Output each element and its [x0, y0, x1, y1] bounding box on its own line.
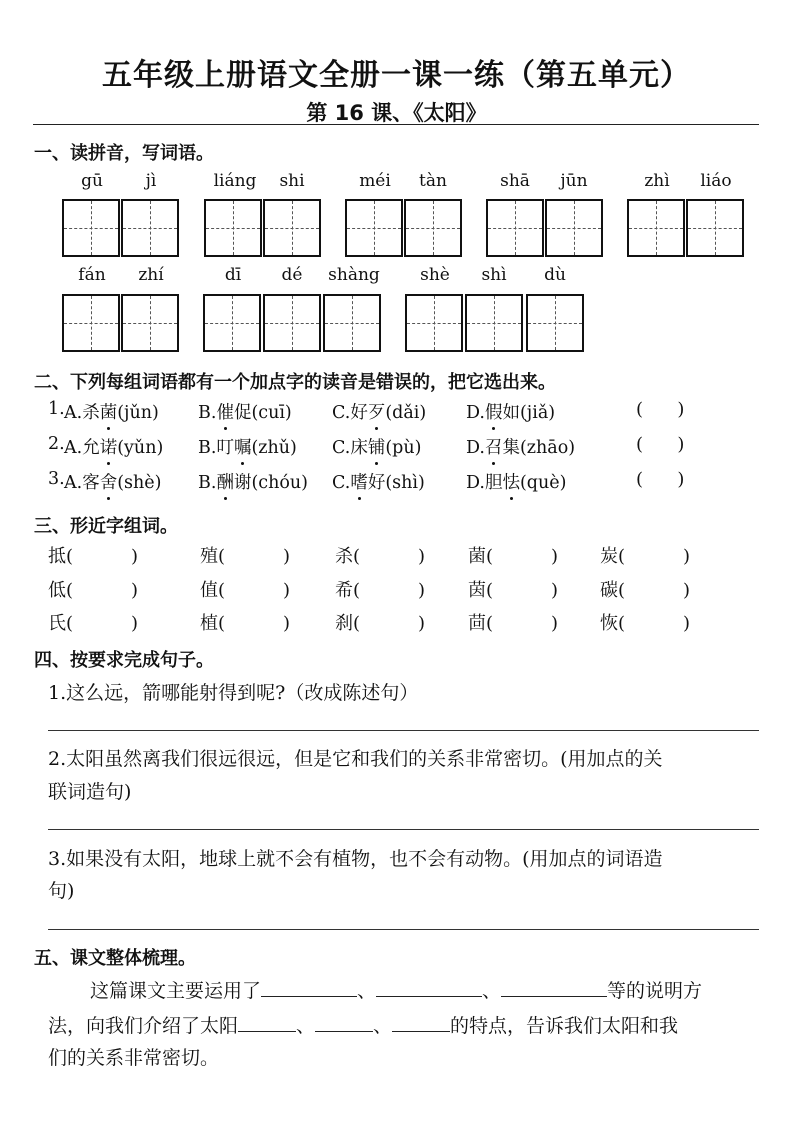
dotted-char: 舍: [100, 469, 118, 494]
option-letter: C.: [332, 473, 351, 493]
sentence-task-3-line1: 3.如果没有太阳，地球上就不会有植物，也不会有动物。(用加点的词语造: [48, 848, 663, 870]
writing-cell[interactable]: [62, 199, 120, 257]
similar-char: 抵: [48, 546, 66, 567]
paren-open: (: [218, 580, 226, 601]
section2-heading: 二、下列每组词语都有一个加点字的读音是错误的，把它选出来。: [34, 372, 556, 393]
option-pinyin: (cuī): [251, 403, 292, 423]
writing-cell[interactable]: [263, 294, 321, 352]
paren-open: (: [353, 546, 361, 567]
paren-close: ): [131, 613, 139, 634]
answer-line-3[interactable]: [48, 929, 759, 930]
writing-cell[interactable]: [465, 294, 523, 352]
option-char: 促: [233, 403, 252, 423]
similar-char: 碳: [600, 580, 618, 601]
option-letter: C.: [332, 403, 351, 423]
word-building-item[interactable]: [468, 576, 558, 602]
writing-cell[interactable]: [204, 199, 262, 257]
option-letter: A.: [64, 403, 83, 423]
similar-char: 值: [200, 580, 218, 601]
paren-close: ): [283, 580, 291, 601]
option-pinyin: (zhǔ): [251, 438, 297, 458]
answer-line-2[interactable]: [48, 829, 759, 830]
option-c[interactable]: [332, 469, 425, 494]
writing-cell[interactable]: [405, 294, 463, 352]
paren-close: ): [418, 613, 426, 634]
option-letter: A.: [64, 438, 83, 458]
option-pinyin: (jǔn): [117, 403, 159, 423]
option-char: 好: [367, 473, 386, 493]
similar-char: 希: [335, 580, 353, 601]
similar-char: 刹: [335, 613, 353, 634]
paren-open: (: [486, 580, 494, 601]
section1-heading: 一、读拼音，写词语。: [34, 143, 214, 164]
option-letter: D.: [466, 473, 485, 493]
word-building-item[interactable]: [48, 609, 138, 635]
paren-close: ): [551, 613, 559, 634]
writing-cell[interactable]: [121, 294, 179, 352]
option-char: 床: [350, 438, 368, 458]
question-number: 2.: [48, 434, 65, 454]
word-building-item[interactable]: [468, 609, 558, 635]
dotted-char: 酬: [216, 469, 234, 494]
similar-char: 炭: [600, 546, 618, 567]
option-a[interactable]: [64, 399, 159, 424]
option-pinyin: (dǎi): [385, 403, 427, 423]
similar-char: 恢: [600, 613, 618, 634]
dotted-char: 铺: [368, 434, 386, 459]
answer-parentheses[interactable]: ( ): [636, 399, 685, 420]
pinyin-label: shàng: [328, 265, 380, 285]
pinyin-label: zhì: [644, 171, 670, 191]
dotted-char: 怯: [502, 469, 520, 494]
word-building-item[interactable]: [468, 542, 558, 568]
option-letter: C.: [332, 438, 351, 458]
header-divider: [33, 124, 759, 125]
option-letter: B.: [198, 403, 217, 423]
summary-text: 法，向我们介绍了太阳: [48, 1015, 239, 1037]
option-pinyin: (zhāo): [519, 438, 576, 458]
separator: 、: [296, 1015, 316, 1037]
word-building-item[interactable]: [200, 609, 290, 635]
sentence-task-3-line2: 句): [48, 880, 75, 902]
paren-close: ): [551, 546, 559, 567]
paren-open: (: [353, 580, 361, 601]
pinyin-label: shè: [420, 265, 450, 285]
pinyin-label: liáng: [213, 171, 257, 191]
option-char: 集: [502, 438, 520, 458]
option-pinyin: (què): [519, 473, 567, 493]
word-building-item[interactable]: [600, 576, 690, 602]
answer-parentheses[interactable]: ( ): [636, 434, 685, 455]
pinyin-label: tàn: [419, 171, 447, 191]
paren-close: ): [683, 546, 691, 567]
option-pinyin: (jiǎ): [519, 403, 556, 423]
word-building-item[interactable]: [335, 542, 425, 568]
summary-line-1: [90, 976, 702, 1003]
pinyin-label: zhí: [138, 265, 164, 285]
writing-cell[interactable]: [345, 199, 403, 257]
paren-open: (: [66, 546, 74, 567]
summary-text: 的特点，告诉我们太阳和我: [450, 1015, 679, 1037]
separator: 、: [357, 980, 377, 1002]
paren-close: ): [551, 580, 559, 601]
writing-cell[interactable]: [545, 199, 603, 257]
summary-text: 等的说明方: [607, 980, 703, 1002]
paren-open: (: [486, 613, 494, 634]
separator: 、: [373, 1015, 393, 1037]
option-c[interactable]: [332, 434, 421, 459]
word-building-item[interactable]: [600, 542, 690, 568]
pinyin-label: dù: [544, 265, 566, 285]
paren-close: ): [283, 613, 291, 634]
option-d[interactable]: [466, 399, 555, 424]
option-char: 叮: [216, 438, 234, 458]
option-letter: B.: [198, 438, 217, 458]
fill-blank[interactable]: [376, 978, 482, 997]
lesson-subtitle: 第 16 课、《太阳》: [306, 101, 487, 125]
sentence-task-1: 1.这么远，箭哪能射得到呢?（改成陈述句）: [48, 682, 419, 704]
writing-cell[interactable]: [526, 294, 584, 352]
option-letter: B.: [198, 473, 217, 493]
pinyin-label: jūn: [560, 171, 588, 191]
writing-cell[interactable]: [62, 294, 120, 352]
fill-blank[interactable]: [315, 1013, 373, 1032]
dotted-char: 诺: [100, 434, 118, 459]
option-char: 允: [82, 438, 100, 458]
word-building-item[interactable]: [200, 542, 290, 568]
pinyin-label: liáo: [700, 171, 732, 191]
word-building-item[interactable]: [335, 576, 425, 602]
word-building-item[interactable]: [48, 542, 138, 568]
option-b[interactable]: [198, 399, 292, 424]
writing-cell[interactable]: [203, 294, 261, 352]
option-b[interactable]: [198, 469, 308, 494]
section3-heading: 三、形近字组词。: [34, 516, 178, 537]
paren-close: ): [418, 546, 426, 567]
dotted-char: 歹: [368, 399, 386, 424]
writing-cell[interactable]: [263, 199, 321, 257]
pinyin-label: dī: [224, 265, 242, 285]
page-title: 五年级上册语文全册一课一练（第五单元）: [102, 58, 691, 93]
paren-open: (: [66, 580, 74, 601]
option-d[interactable]: [466, 469, 566, 494]
summary-text: 这篇课文主要运用了: [90, 980, 262, 1002]
writing-cell[interactable]: [686, 199, 744, 257]
paren-close: ): [683, 580, 691, 601]
pinyin-label: dé: [281, 265, 303, 285]
dotted-char: 菌: [100, 399, 118, 424]
option-letter: D.: [466, 438, 485, 458]
writing-cell[interactable]: [486, 199, 544, 257]
fill-blank[interactable]: [392, 1013, 450, 1032]
option-b[interactable]: [198, 434, 297, 459]
similar-char: 茴: [468, 613, 486, 634]
option-pinyin: (yǔn): [117, 438, 164, 458]
paren-open: (: [618, 613, 626, 634]
sentence-task-2-line1: 2.太阳虽然离我们很远很远，但是它和我们的关系非常密切。(用加点的关: [48, 748, 663, 770]
sentence-task-2-line2: 联词造句): [48, 781, 132, 803]
similar-char: 菌: [468, 546, 486, 567]
option-letter: A.: [64, 473, 83, 493]
paren-open: (: [618, 546, 626, 567]
pinyin-label: shā: [500, 171, 530, 191]
paren-open: (: [618, 580, 626, 601]
option-pinyin: (chóu): [251, 473, 308, 493]
option-char: 胆: [484, 473, 503, 493]
question-number: 3.: [48, 469, 65, 489]
option-char: 如: [502, 403, 520, 423]
paren-close: ): [131, 546, 139, 567]
word-building-item[interactable]: [48, 576, 138, 602]
writing-cell[interactable]: [323, 294, 381, 352]
answer-parentheses[interactable]: ( ): [636, 469, 685, 490]
paren-close: ): [683, 613, 691, 634]
paren-close: ): [131, 580, 139, 601]
pinyin-label: jì: [145, 171, 157, 191]
writing-cell[interactable]: [627, 199, 685, 257]
question-number: 1.: [48, 399, 65, 419]
option-pinyin: (shè): [117, 473, 162, 493]
option-char: 谢: [233, 473, 252, 493]
option-char: 杀: [82, 403, 100, 423]
paren-open: (: [218, 613, 226, 634]
writing-cell[interactable]: [121, 199, 179, 257]
fill-blank[interactable]: [238, 1013, 296, 1032]
option-a[interactable]: [64, 434, 163, 459]
option-a[interactable]: [64, 469, 161, 494]
paren-open: (: [218, 546, 226, 567]
separator: 、: [482, 980, 502, 1002]
dotted-char: 假: [485, 399, 503, 424]
writing-cell[interactable]: [404, 199, 462, 257]
option-c[interactable]: [332, 399, 426, 424]
word-building-item[interactable]: [600, 609, 690, 635]
section5-heading: 五、课文整体梳理。: [34, 948, 196, 969]
fill-blank[interactable]: [261, 978, 357, 997]
option-pinyin: (shì): [385, 473, 425, 493]
word-building-item[interactable]: [335, 609, 425, 635]
paren-close: ): [418, 580, 426, 601]
paren-open: (: [353, 613, 361, 634]
dotted-char: 嘱: [234, 434, 252, 459]
option-char: 客: [82, 473, 100, 493]
similar-char: 植: [200, 613, 218, 634]
pinyin-label: fán: [78, 265, 106, 285]
similar-char: 低: [48, 580, 66, 601]
fill-blank[interactable]: [501, 978, 607, 997]
option-char: 好: [350, 403, 368, 423]
section4-heading: 四、按要求完成句子。: [34, 650, 214, 671]
similar-char: 殖: [200, 546, 218, 567]
dotted-char: 催: [216, 399, 234, 424]
pinyin-label: shi: [279, 171, 305, 191]
summary-line-3: 们的关系非常密切。: [48, 1047, 220, 1069]
dotted-char: 嗜: [350, 469, 368, 494]
pinyin-label: gū: [81, 171, 103, 191]
summary-line-2: [48, 1011, 678, 1038]
similar-char: 杀: [335, 546, 353, 567]
option-pinyin: (pù): [385, 438, 422, 458]
paren-open: (: [66, 613, 74, 634]
similar-char: 氏: [48, 613, 66, 634]
word-building-item[interactable]: [200, 576, 290, 602]
pinyin-label: méi: [359, 171, 391, 191]
answer-line-1[interactable]: [48, 730, 759, 731]
option-d[interactable]: [466, 434, 575, 459]
option-letter: D.: [466, 403, 485, 423]
paren-open: (: [486, 546, 494, 567]
pinyin-label: shì: [481, 265, 507, 285]
paren-close: ): [283, 546, 291, 567]
similar-char: 茵: [468, 580, 486, 601]
dotted-char: 召: [485, 434, 503, 459]
